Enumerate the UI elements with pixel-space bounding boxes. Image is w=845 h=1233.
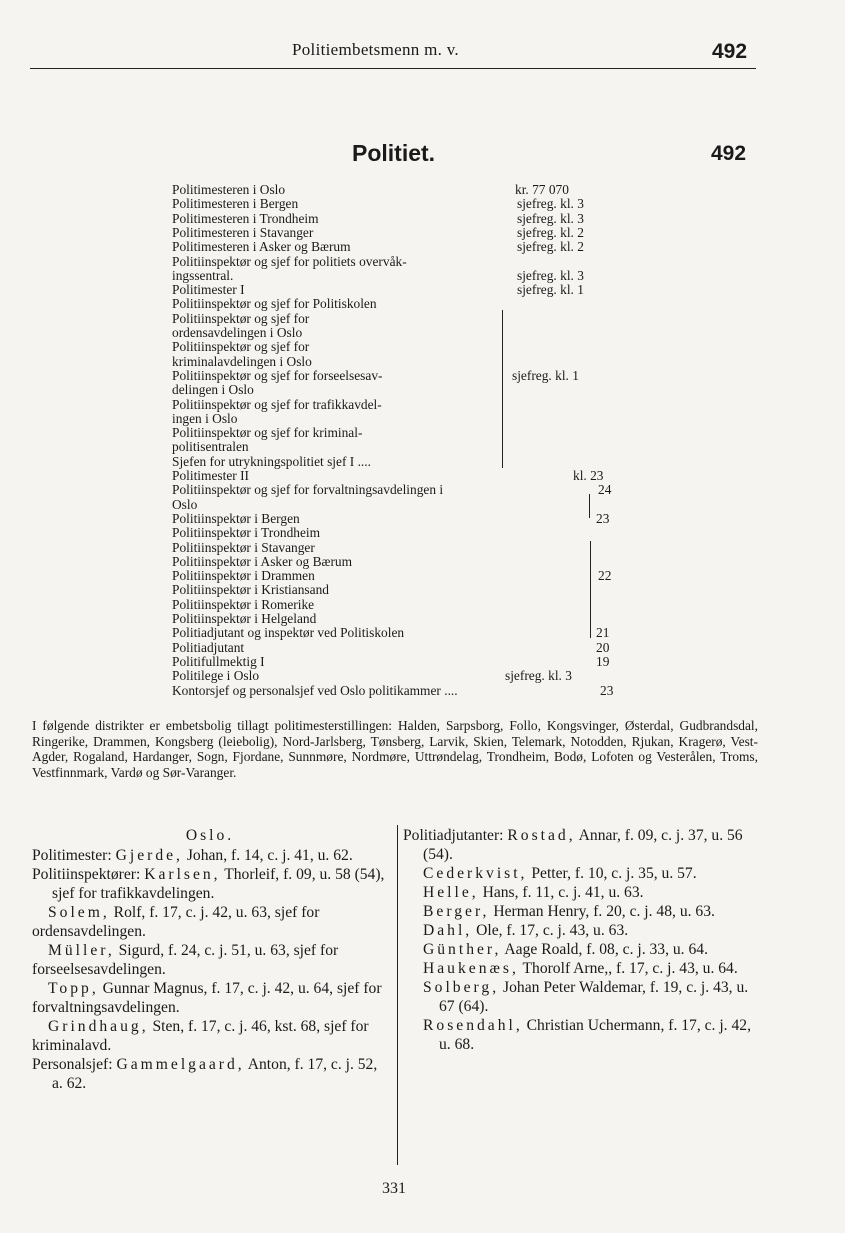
salary-row-label: Politiinspektør og sjef for politiets overvåk- <box>172 253 407 269</box>
group-brace <box>584 541 591 638</box>
salary-row-label: ingen i Oslo <box>172 410 238 426</box>
column-divider <box>397 825 398 1165</box>
entry-solberg: Solberg, Johan Peter Waldemar, f. 19, c. j. 43, u. 67 (64). <box>423 979 749 1015</box>
entry-helle: Helle, Hans, f. 11, c. j. 41, u. 63. <box>423 884 644 901</box>
salary-row-value: sjefreg. kl. 1 <box>517 282 584 298</box>
salary-row-label: Politiadjutant og inspektør ved Politiskolen <box>172 625 405 641</box>
salary-row-value: 19 <box>596 653 610 669</box>
salary-row-label: Politimesteren i Stavanger <box>172 224 314 240</box>
salary-row-value: sjefreg. kl. 1 <box>512 367 579 383</box>
salary-row-label: Politiinspektør og sjef for kriminal- <box>172 425 363 441</box>
salary-row-label: Politiinspektør i Stavanger <box>172 539 315 555</box>
salary-row-value: 23 <box>596 510 610 526</box>
salary-row-value: sjefreg. kl. 3 <box>517 210 584 226</box>
entry-solem: Solem, Rolf, f. 17, c. j. 42, u. 63, sjef for ordensavdelingen. <box>32 904 320 940</box>
salary-row-label: Politiinspektør og sjef for forseelsesav- <box>172 367 383 383</box>
entry-dahl: Dahl, Ole, f. 17, c. j. 43, u. 63. <box>423 922 629 939</box>
salary-row-label: Politilege i Oslo <box>172 668 260 684</box>
header-rule <box>30 68 756 69</box>
running-header-page: 492 <box>712 40 748 63</box>
salary-row-label: ingssentral. <box>172 267 234 283</box>
salary-row-label: Politiinspektør i Trondheim <box>172 525 321 541</box>
salary-row-label: Politiadjutant <box>172 639 245 655</box>
salary-row-value: kl. 23 <box>573 468 604 483</box>
salary-row-label: Politimesteren i Oslo <box>172 182 286 197</box>
group-brace <box>584 494 590 518</box>
salary-row-label: ordensavdelingen i Oslo <box>172 325 303 340</box>
entry-rosendahl: Rosendahl, Christian Uchermann, f. 17, c. j. 42, u. 68. <box>423 1017 751 1053</box>
section-number: 492 <box>711 142 747 165</box>
entry-muller: Müller, Sigurd, f. 24, c. j. 51, u. 63, sjef for forseelsesavdelingen. <box>32 942 339 978</box>
salary-row-label: Politiinspektør i Asker og Bærum <box>172 553 353 569</box>
salary-row-label: Politimesteren i Trondheim <box>172 210 319 226</box>
salary-row-label: Politifullmektig I <box>172 653 265 669</box>
salary-row-value: 22 <box>598 568 612 584</box>
salary-row-label: Politiinspektør i Romerike <box>172 596 315 612</box>
embetsbolig-note: I følgende distrikter er embetsbolig tillagt politimesterstillingen: Halden, Sarpsborg, Follo, Kongsvinger, Østerdal, Gudbrandsdal, Ringerike, Drammen, Kongsberg (leiebolig), Nord-Jarlsberg, Tønsberg, Larvik, Skien, Telemark, Notodden, Rjukan, Kragerø, Vest-Agder, Rogaland, Hardanger, Sogn, Fjordane, Sunnmøre, Nordmøre, Uttrøndelag, Trondheim, Bodø, Lofoten og Vesterålen, Troms, Vestfinnmark, Vardø og Sør-Varanger. <box>32 718 758 780</box>
salary-row-label: Politiinspektør og sjef for trafikkavdel- <box>172 396 382 412</box>
salary-row-label: Oslo <box>172 496 198 512</box>
entry-gunther: Günther, Aage Roald, f. 08, c. j. 33, u. 64. <box>423 941 708 958</box>
salary-row-value: kr. 77 070 <box>515 182 569 197</box>
salary-row-label: Politimesteren i Asker og Bærum <box>172 239 351 255</box>
right-column <box>403 826 759 1054</box>
group-brace <box>494 310 503 468</box>
salary-row-value: sjefreg. kl. 3 <box>517 196 584 212</box>
entry-haukenaes: Haukenæs, Thorolf Arne,, f. 17, c. j. 43, u. 64. <box>423 960 738 977</box>
entry-politimester: Politimester: Gjerde, Johan, f. 14, c. j. 41, u. 62. <box>32 847 353 864</box>
entry-cederkvist: Cederkvist, Petter, f. 10, c. j. 35, u. 57. <box>423 865 697 882</box>
salary-row-value: sjefreg. kl. 2 <box>517 239 584 255</box>
entry-politiinspektorer: Politiinspektører: Karlsen, Thorleif, f. 09, u. 58 (54), sjef for trafikkavdelingen. <box>32 866 385 902</box>
salary-row-value: 24 <box>598 482 612 498</box>
section-title: Politiet. <box>352 140 436 166</box>
salary-row-label: Kontorsjef og personalsjef ved Oslo politikammer .... <box>172 682 458 698</box>
salary-row-label: Politimester II <box>172 468 249 483</box>
salary-row-label: Politiinspektør i Helgeland <box>172 611 317 626</box>
salary-row-value: 21 <box>596 625 610 641</box>
entry-topp: Topp, Gunnar Magnus, f. 17, c. j. 42, u. 64, sjef for forvaltningsavdelingen. <box>32 980 382 1016</box>
salary-row-value: 23 <box>600 682 614 698</box>
salary-row-label: politisentralen <box>172 439 249 455</box>
entry-personalsjef: Personalsjef: Gammelgaard, Anton, f. 17, c. j. 52, a. 62. <box>32 1056 378 1092</box>
salary-row-value: sjefreg. kl. 3 <box>505 668 572 684</box>
salary-row-label: Politiinspektør og sjef for <box>172 339 310 355</box>
running-header-title: Politiembetsmenn m. v. <box>292 40 459 59</box>
salary-row-label: Sjefen for utrykningspolitiet sjef I .... <box>172 453 371 469</box>
salary-row-label: Politiinspektør i Bergen <box>172 510 300 526</box>
salary-row-value: sjefreg. kl. 3 <box>517 267 584 283</box>
entry-rostad: Politiadjutanter: Rostad, Annar, f. 09, c. j. 37, u. 56 (54). <box>403 827 743 863</box>
salary-row-label: Politimester I <box>172 282 245 298</box>
salary-row-label: kriminalavdelingen i Oslo <box>172 353 312 369</box>
entry-berger: Berger, Herman Henry, f. 20, c. j. 48, u. 63. <box>423 903 715 920</box>
salary-row-label: Politimesteren i Bergen <box>172 196 299 212</box>
salary-row-value: sjefreg. kl. 2 <box>517 224 584 240</box>
salary-row-label: Politiinspektør i Kristiansand <box>172 582 329 598</box>
salary-row-label: delingen i Oslo <box>172 382 254 398</box>
salary-row-label: Politiinspektør og sjef for <box>172 310 310 326</box>
salary-row-label: Politiinspektør i Drammen <box>172 568 315 584</box>
footer-page-number: 331 <box>382 1180 406 1197</box>
salary-row-label: Politiinspektør og sjef for Politiskolen <box>172 296 377 312</box>
salary-row-label: Politiinspektør og sjef for forvaltningsavdelingen i <box>172 482 444 498</box>
left-column <box>32 826 388 1093</box>
left-heading: Oslo. <box>185 827 235 844</box>
entry-grindhaug: Grindhaug, Sten, f. 17, c. j. 46, kst. 68, sjef for kriminalavd. <box>32 1018 369 1054</box>
salary-row-value: 20 <box>596 639 610 655</box>
